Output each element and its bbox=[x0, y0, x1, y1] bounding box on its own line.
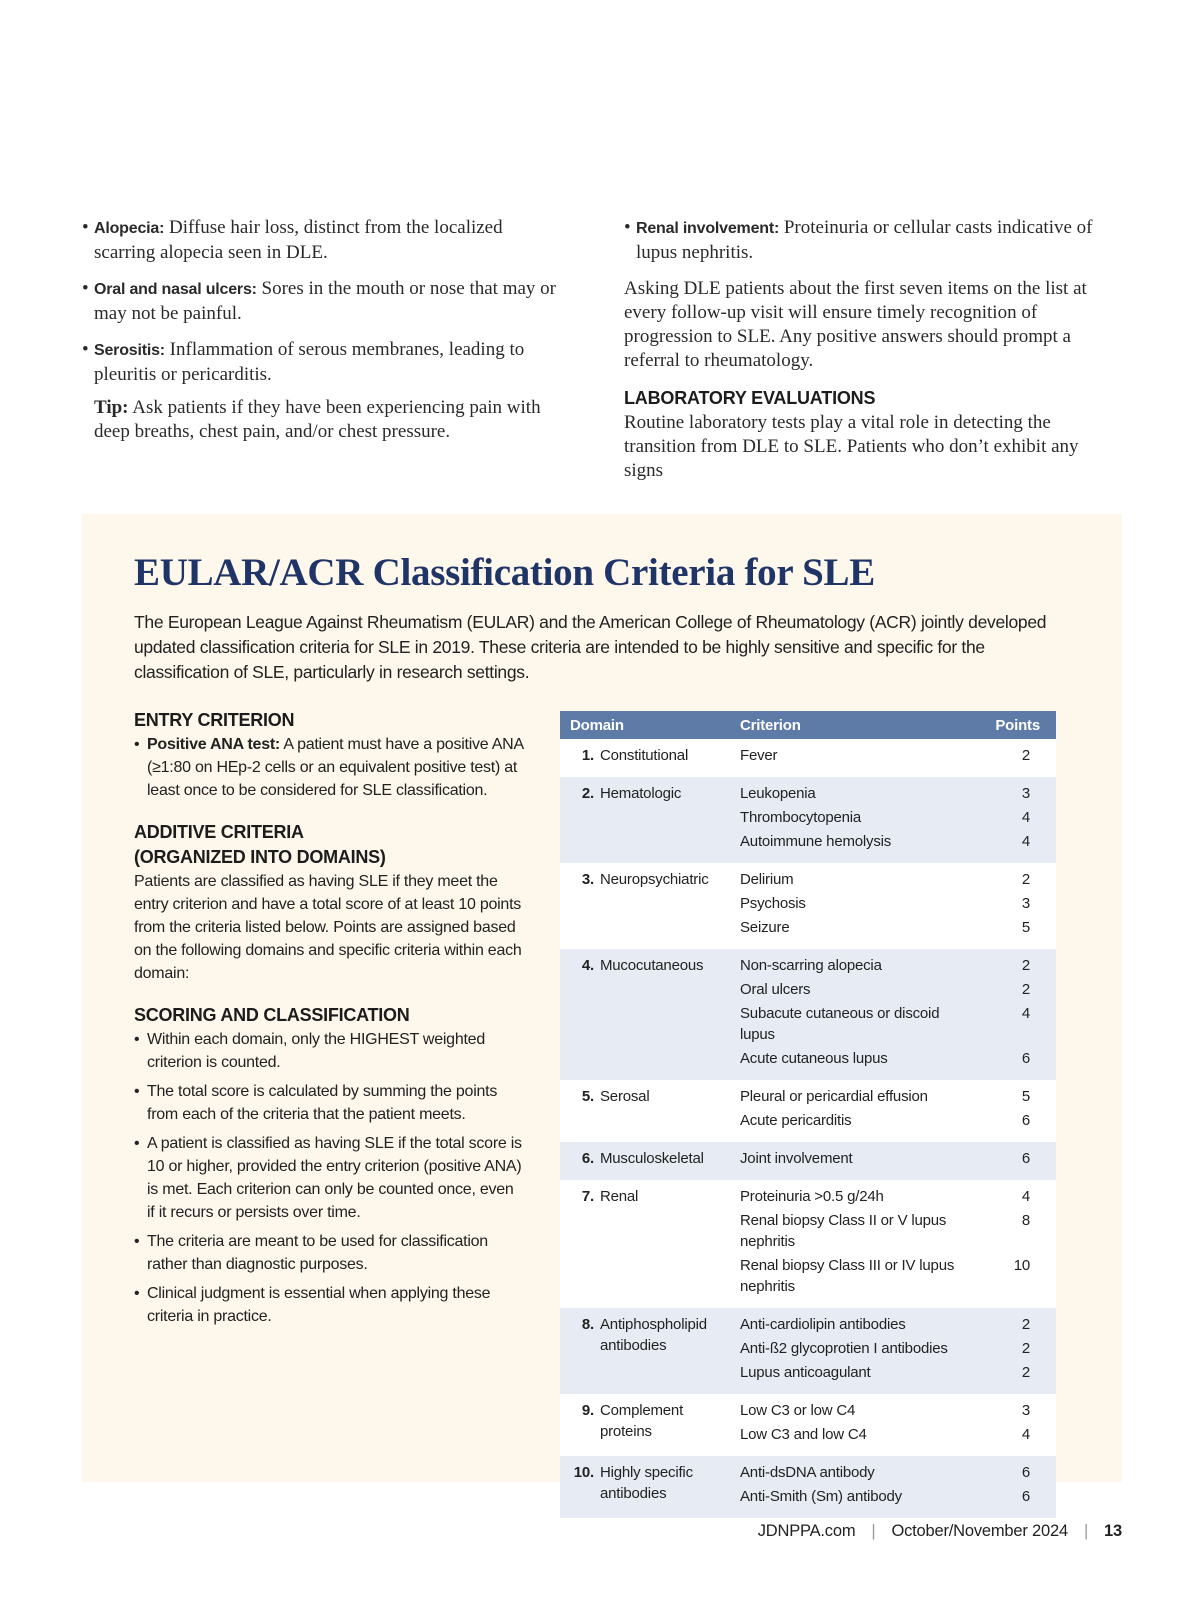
table-row bbox=[560, 777, 1056, 863]
table-body bbox=[560, 739, 1056, 1518]
points-value: 4 bbox=[1021, 833, 1030, 850]
domain-cell bbox=[560, 1080, 730, 1142]
domain-number: 1. bbox=[581, 747, 594, 764]
header-points: Points bbox=[971, 711, 1056, 739]
right-column bbox=[624, 216, 1120, 497]
domain-number: 8. bbox=[581, 1316, 594, 1333]
header-criterion: Criterion bbox=[730, 711, 971, 739]
scoring-heading: SCORING AND CLASSIFICATION bbox=[134, 1005, 410, 1025]
domain-number: 9. bbox=[581, 1402, 594, 1419]
tip-text: Ask patients if they have been experiencing pain with deep breaths, chest pain, and/or chest pressure. bbox=[94, 397, 541, 442]
points-cell bbox=[971, 1456, 1056, 1518]
points-value: 5 bbox=[1021, 1088, 1030, 1105]
domain-cell bbox=[560, 949, 730, 1080]
footer-issue: October/November 2024 bbox=[891, 1522, 1068, 1540]
criterion-cell bbox=[730, 1080, 971, 1142]
criterion: Pleural or pericardial effusion bbox=[740, 1088, 928, 1105]
domain-number: 5. bbox=[581, 1088, 594, 1105]
criterion-cell bbox=[730, 777, 971, 863]
domain-number: 2. bbox=[581, 785, 594, 802]
scoring-bullet: • A patient is classified as having SLE if the total score is 10 or higher, provided the entry criterion (positive ANA) is met. Each criterion can only be counted once, even if it recurs or persists over time. bbox=[134, 1135, 522, 1221]
additive-text: Patients are classified as having SLE if they meet the entry criterion and have a total score of at least 10 points from the criteria listed below. Points are assigned based on the following domains and specific criteria within each domain: bbox=[134, 873, 522, 982]
domain-cell bbox=[560, 1456, 730, 1518]
domain-name: Mucocutaneous bbox=[600, 957, 704, 974]
bullet-text: Inflammation of serous membranes, leading to pleuritis or pericarditis. bbox=[94, 339, 525, 385]
points-value: 4 bbox=[1021, 809, 1030, 826]
criterion: Anti-dsDNA antibody bbox=[740, 1464, 875, 1481]
criterion-cell bbox=[730, 1308, 971, 1394]
table-row bbox=[560, 739, 1056, 777]
bullet-renal-involvement: • Renal involvement: Proteinuria or cellular casts indicative of lupus nephritis. bbox=[624, 217, 1093, 263]
page-footer: JDNPPA.com | October/November 2024 | 13 bbox=[757, 1522, 1122, 1540]
domain-name: Neuropsychiatric bbox=[600, 871, 709, 888]
criterion: Fever bbox=[740, 747, 778, 764]
additive-heading: ADDITIVE CRITERIA bbox=[134, 822, 304, 842]
points-cell bbox=[971, 863, 1056, 949]
bullet-oral-nasal-ulcers: • Oral and nasal ulcers: Sores in the mouth or nose that may or may not be painful. bbox=[82, 278, 556, 324]
points-value: 2 bbox=[1021, 981, 1030, 998]
criterion: Anti-Smith (Sm) antibody bbox=[740, 1488, 902, 1505]
domain-cell bbox=[560, 1394, 730, 1456]
criterion: Low C3 and low C4 bbox=[740, 1426, 867, 1443]
table-row bbox=[560, 1142, 1056, 1180]
table-header-row bbox=[560, 711, 1056, 739]
table-row bbox=[560, 863, 1056, 949]
domain-cell bbox=[560, 1308, 730, 1394]
table-row bbox=[560, 1080, 1056, 1142]
domain-number: 3. bbox=[581, 871, 594, 888]
bullet-text: Diffuse hair loss, distinct from the localized scarring alopecia seen in DLE. bbox=[94, 217, 503, 263]
bullet-text: Proteinuria or cellular casts indicative of lupus nephritis. bbox=[636, 217, 1093, 263]
domain-number: 6. bbox=[581, 1150, 594, 1167]
lab-paragraph: Routine laboratory tests play a vital role in detecting the transition from DLE to SLE. Patients who don’t exhibit any signs bbox=[624, 412, 1079, 481]
scoring-bullet: • Within each domain, only the HIGHEST weighted criterion is counted. bbox=[134, 1031, 485, 1071]
points-value: 2 bbox=[1021, 1364, 1030, 1381]
lab-evaluations-heading: LABORATORY EVALUATIONS bbox=[624, 388, 876, 408]
criterion: Psychosis bbox=[740, 895, 806, 912]
table-row bbox=[560, 949, 1056, 1080]
points-cell bbox=[971, 777, 1056, 863]
scoring-section bbox=[134, 1003, 524, 1328]
points-value: 2 bbox=[1021, 957, 1030, 974]
points-value: 4 bbox=[1021, 1426, 1030, 1443]
points-value: 3 bbox=[1021, 1402, 1030, 1419]
criterion: Joint involvement bbox=[740, 1150, 853, 1167]
criterion-cell bbox=[730, 1394, 971, 1456]
points-value: 6 bbox=[1021, 1464, 1030, 1481]
points-value: 8 bbox=[1021, 1212, 1030, 1229]
criterion-cell bbox=[730, 949, 971, 1080]
domain-cell bbox=[560, 1180, 730, 1308]
criterion: Renal biopsy Class II or V lupus nephritis bbox=[740, 1212, 947, 1250]
table-row bbox=[560, 1394, 1056, 1456]
points-value: 6 bbox=[1021, 1112, 1030, 1129]
points-cell bbox=[971, 1142, 1056, 1180]
left-column bbox=[82, 216, 568, 444]
criterion: Acute pericarditis bbox=[740, 1112, 852, 1129]
points-cell bbox=[971, 1180, 1056, 1308]
criterion: Lupus anticoagulant bbox=[740, 1364, 871, 1381]
criteria-explanations bbox=[134, 708, 524, 1346]
points-value: 5 bbox=[1021, 919, 1030, 936]
points-value: 3 bbox=[1021, 785, 1030, 802]
bullet-text: Sores in the mouth or nose that may or may not be painful. bbox=[94, 278, 556, 324]
points-value: 2 bbox=[1021, 871, 1030, 888]
tip-paragraph bbox=[82, 396, 568, 444]
domain-name: Complement proteins bbox=[600, 1402, 684, 1440]
points-cell bbox=[971, 1394, 1056, 1456]
additive-criteria-section bbox=[134, 820, 524, 985]
entry-criterion-section bbox=[134, 708, 524, 802]
criteria-table bbox=[560, 711, 1056, 1518]
criterion: Non-scarring alopecia bbox=[740, 957, 882, 974]
additive-subheading: (ORGANIZED INTO DOMAINS) bbox=[134, 847, 386, 867]
criterion-cell bbox=[730, 739, 971, 777]
points-value: 6 bbox=[1021, 1150, 1030, 1167]
header-domain: Domain bbox=[560, 711, 730, 739]
criterion-cell bbox=[730, 1180, 971, 1308]
criteria-box bbox=[82, 514, 1122, 1505]
domain-name: Musculoskeletal bbox=[600, 1150, 704, 1167]
box-title: EULAR/ACR Classification Criteria for SLE bbox=[134, 551, 875, 594]
scoring-bullet: • The total score is calculated by summing the points from each of the criteria that the patient meets. bbox=[134, 1083, 498, 1123]
domain-name: Hematologic bbox=[600, 785, 682, 802]
footer-site: JDNPPA.com bbox=[757, 1522, 856, 1540]
criterion: Autoimmune hemolysis bbox=[740, 833, 892, 850]
criterion-cell bbox=[730, 1456, 971, 1518]
domain-number: 4. bbox=[581, 957, 594, 974]
entry-text: A patient must have a positive ANA (≥1:80 on HEp-2 cells or an equivalent positive test) at least once to be considered for SLE classification. bbox=[147, 736, 523, 799]
criterion: Delirium bbox=[740, 871, 794, 888]
domain-name: Renal bbox=[600, 1188, 639, 1205]
page-number: 13 bbox=[1104, 1522, 1122, 1540]
domain-name: Antiphospholipid antibodies bbox=[600, 1316, 707, 1354]
domain-number: 7. bbox=[581, 1188, 594, 1205]
criterion: Anti-ß2 glycoprotien I antibodies bbox=[740, 1340, 948, 1357]
domain-name: Highly specific antibodies bbox=[600, 1464, 693, 1502]
followup-paragraph: Asking DLE patients about the first seven items on the list at every follow-up visit will ensure timely recognition of progression to SLE. Any positive answers should prompt a referral to rheumatology. bbox=[624, 278, 1087, 371]
points-value: 2 bbox=[1021, 1316, 1030, 1333]
criterion: Low C3 or low C4 bbox=[740, 1402, 856, 1419]
points-value: 10 bbox=[1013, 1257, 1030, 1274]
criterion: Seizure bbox=[740, 919, 790, 936]
criterion: Oral ulcers bbox=[740, 981, 811, 998]
points-value: 2 bbox=[1021, 747, 1030, 764]
points-cell bbox=[971, 949, 1056, 1080]
points-cell bbox=[971, 1308, 1056, 1394]
domain-number: 10. bbox=[573, 1464, 594, 1481]
criterion: Renal biopsy Class III or IV lupus nephritis bbox=[740, 1257, 955, 1295]
box-intro: The European League Against Rheumatism (EULAR) and the American College of Rheumatology (ACR) jointly developed updated classification criteria for SLE in 2019. These criteria are intended to be highly sensitive and specific for the classification of SLE, particularly in research settings. bbox=[134, 612, 1047, 682]
criterion-cell bbox=[730, 863, 971, 949]
tip-label: Tip: bbox=[94, 397, 129, 418]
criterion: Anti-cardiolipin antibodies bbox=[740, 1316, 906, 1333]
table-row bbox=[560, 1456, 1056, 1518]
bullet-alopecia: • Alopecia: Diffuse hair loss, distinct from the localized scarring alopecia seen in DLE. bbox=[82, 217, 503, 263]
criterion: Acute cutaneous lupus bbox=[740, 1050, 888, 1067]
criterion: Subacute cutaneous or discoid lupus bbox=[740, 1005, 940, 1043]
scoring-bullet: • The criteria are meant to be used for classification rather than diagnostic purposes. bbox=[134, 1233, 488, 1273]
domain-cell bbox=[560, 863, 730, 949]
points-value: 4 bbox=[1021, 1005, 1030, 1022]
points-cell bbox=[971, 739, 1056, 777]
table-row bbox=[560, 1308, 1056, 1394]
entry-bullet: • Positive ANA test: A patient must have a positive ANA (≥1:80 on HEp-2 cells or an equivalent positive test) at least once to be considered for SLE classification. bbox=[134, 736, 523, 799]
domain-cell bbox=[560, 739, 730, 777]
points-value: 3 bbox=[1021, 895, 1030, 912]
criterion: Leukopenia bbox=[740, 785, 816, 802]
points-cell bbox=[971, 1080, 1056, 1142]
table-row bbox=[560, 1180, 1056, 1308]
points-value: 6 bbox=[1021, 1488, 1030, 1505]
domain-name: Constitutional bbox=[600, 747, 689, 764]
entry-lead: Positive ANA test: bbox=[147, 736, 281, 753]
domain-cell bbox=[560, 777, 730, 863]
domain-cell bbox=[560, 1142, 730, 1180]
criterion: Proteinuria >0.5 g/24h bbox=[740, 1188, 884, 1205]
criterion: Thrombocytopenia bbox=[740, 809, 862, 826]
scoring-bullet: • Clinical judgment is essential when applying these criteria in practice. bbox=[134, 1285, 491, 1325]
points-value: 6 bbox=[1021, 1050, 1030, 1067]
points-value: 4 bbox=[1021, 1188, 1030, 1205]
domain-name: Serosal bbox=[600, 1088, 650, 1105]
bullet-serositis: • Serositis: Inflammation of serous membranes, leading to pleuritis or pericarditis. bbox=[82, 339, 525, 385]
entry-criterion-heading: ENTRY CRITERION bbox=[134, 710, 295, 730]
points-value: 2 bbox=[1021, 1340, 1030, 1357]
criterion-cell bbox=[730, 1142, 971, 1180]
